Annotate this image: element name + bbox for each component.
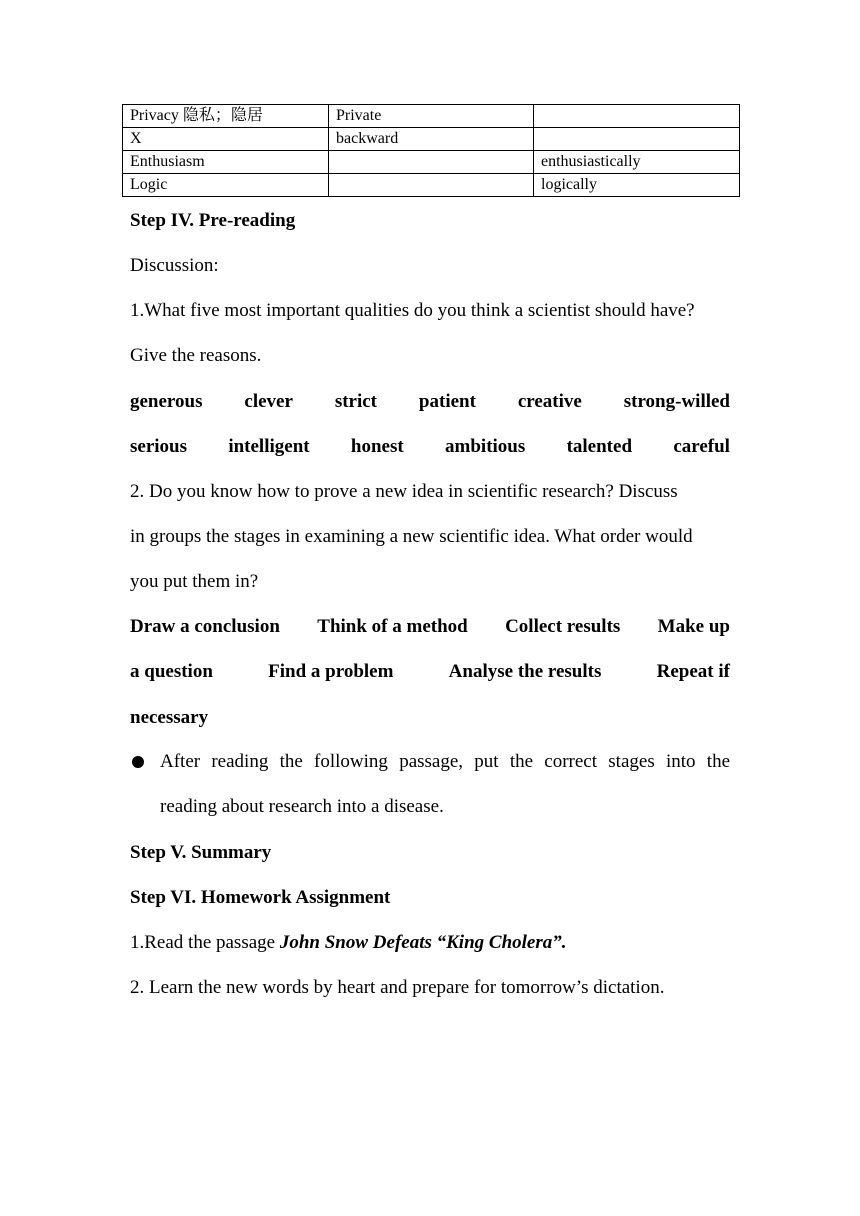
step4-heading: Step IV. Pre-reading [130, 210, 296, 231]
question2-line1: 2. Do you know how to prove a new idea in scientific research? Discuss [130, 481, 678, 502]
stage-item: Analyse the results [448, 661, 602, 682]
step6-heading: Step VI. Homework Assignment [130, 887, 391, 908]
passage-title: John Snow Defeats “King Cholera”. [279, 932, 567, 953]
table-row [123, 151, 740, 174]
table-cell: Privacy 隐私；隐居 [123, 105, 329, 128]
homework-item-1-text: 1.Read the passage [130, 932, 280, 953]
homework-item-2: 2. Learn the new words by heart and prepare for tomorrow’s dictation. [130, 977, 665, 998]
table-cell: logically [534, 174, 740, 197]
question2-line3: you put them in? [130, 571, 259, 592]
bullet-point-icon [132, 756, 144, 768]
quality-word: strict [334, 391, 378, 412]
stages-row-1 [130, 615, 730, 639]
quality-word: creative [517, 391, 582, 412]
quality-word: clever [244, 391, 293, 412]
bullet-instruction-line1: After reading the following passage, put the correct stages into the [160, 751, 730, 772]
question1-line2: Give the reasons. [130, 345, 262, 366]
quality-word: strong-willed [623, 391, 730, 412]
stage-item: Find a problem [268, 661, 394, 682]
bullet-instruction-line2: reading about research into a disease. [160, 796, 444, 817]
stage-item: Draw a conclusion [130, 616, 280, 637]
table-row [123, 128, 740, 151]
word-forms-table [122, 104, 740, 197]
quality-word: serious [130, 436, 187, 457]
quality-word: ambitious [445, 436, 526, 457]
table-cell: Enthusiasm [123, 151, 329, 174]
table-cell: Private [329, 105, 534, 128]
stage-item: Repeat if [656, 661, 730, 682]
table-row [123, 174, 740, 197]
table-cell [329, 174, 534, 197]
quality-word: talented [566, 436, 633, 457]
qualities-row-2 [130, 435, 730, 459]
quality-word: generous [130, 391, 203, 412]
table-row [123, 105, 740, 128]
discussion-label: Discussion: [130, 255, 219, 276]
quality-word: careful [673, 436, 730, 457]
stage-item: Make up [657, 616, 730, 637]
quality-word: intelligent [228, 436, 310, 457]
quality-word: honest [350, 436, 404, 457]
table-cell: enthusiastically [534, 151, 740, 174]
table-cell [534, 105, 740, 128]
table-cell: backward [329, 128, 534, 151]
question1-line1: 1.What five most important qualities do you think a scientist should have? [130, 300, 695, 321]
stages-row-2 [130, 660, 730, 684]
stages-row-3: necessary [130, 707, 209, 728]
stage-item: a question [130, 661, 213, 682]
quality-word: patient [418, 391, 476, 412]
qualities-row-1 [130, 390, 730, 414]
step5-heading: Step V. Summary [130, 842, 272, 863]
stage-item: Collect results [505, 616, 621, 637]
homework-item-1 [130, 931, 730, 955]
stage-item: Think of a method [317, 616, 468, 637]
table-cell [534, 128, 740, 151]
table-cell: Logic [123, 174, 329, 197]
table-cell [329, 151, 534, 174]
table-cell: X [123, 128, 329, 151]
question2-line2: in groups the stages in examining a new scientific idea. What order would [130, 526, 693, 547]
